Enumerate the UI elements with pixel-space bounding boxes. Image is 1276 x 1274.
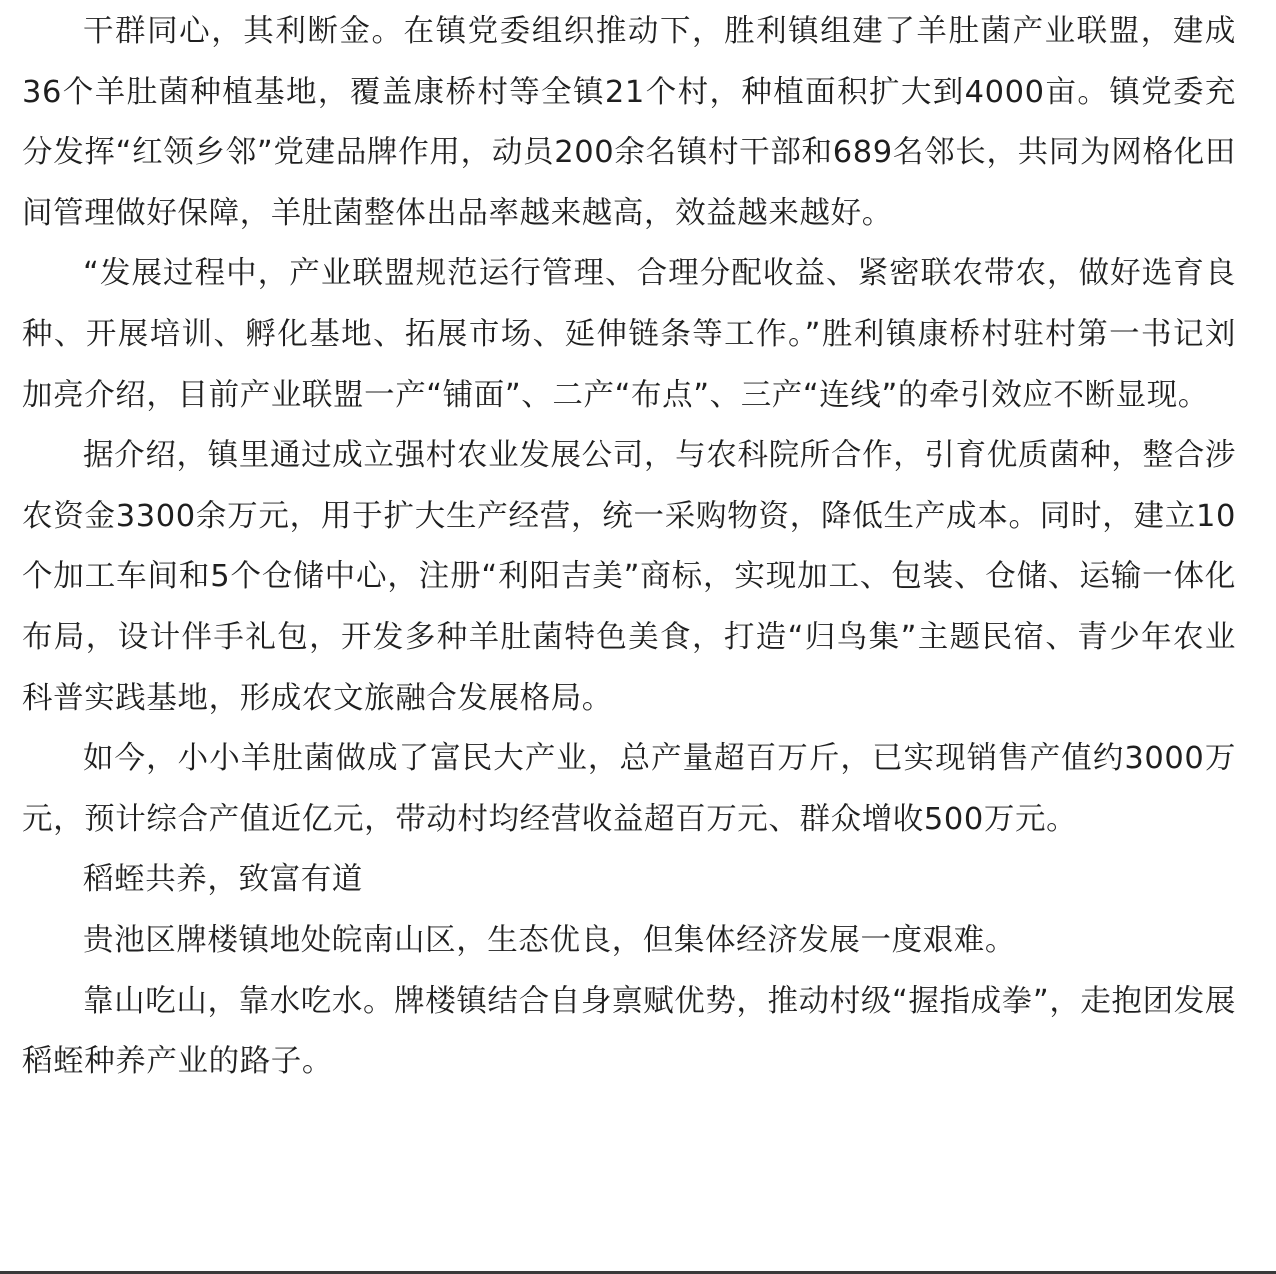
paragraph-alliance: 干群同心，其利断金。在镇党委组织推动下，胜利镇组建了羊肚菌产业联盟，建成36个羊肚菌种植基地，覆盖康桥村等全镇21个村，种植面积扩大到4000亩。镇党委充分发挥“红领乡邻”党建品牌作用，动员200余名镇村干部和689名邻长，共同为网格化田间管理做好保障，羊肚菌整体出品率越来越高，效益越来越好。 xyxy=(22,14,1236,231)
paragraph-quote: “发展过程中，产业联盟规范运行管理、合理分配收益、紧密联农带农，做好选育良种、开展培训、孵化基地、拓展市场、延伸链条等工作。”胜利镇康桥村驻村第一书记刘加亮介绍，目前产业联盟一产“铺面”、二产“布点”、三产“连线”的牵引效应不断显现。 xyxy=(22,256,1236,413)
paragraph-company: 据介绍，镇里通过成立强村农业发展公司，与农科院所合作，引育优质菌种，整合涉农资金3300余万元，用于扩大生产经营，统一采购物资，降低生产成本。同时，建立10个加工车间和5个仓储中心，注册“利阳吉美”商标，实现加工、包装、仓储、运输一体化布局，设计伴手礼包，开发多种羊肚菌特色美食，打造“归鸟集”主题民宿、青少年农业科普实践基地，形成农文旅融合发展格局。 xyxy=(22,438,1236,716)
paragraph-output: 如今，小小羊肚菌做成了富民大产业，总产量超百万斤，已实现销售产值约3000万元，预计综合产值近亿元，带动村均经营收益超百万元、群众增收500万元。 xyxy=(22,741,1236,837)
paragraph-strategy: 靠山吃山，靠水吃水。牌楼镇结合自身禀赋优势，推动村级“握指成拳”，走抱团发展稻蛭种养产业的路子。 xyxy=(22,983,1236,1080)
section-heading: 稻蛭共养，致富有道 xyxy=(83,862,363,898)
article-body xyxy=(22,2,1236,1093)
paragraph-pailou: 贵池区牌楼镇地处皖南山区，生态优良，但集体经济发展一度艰难。 xyxy=(83,922,1016,958)
